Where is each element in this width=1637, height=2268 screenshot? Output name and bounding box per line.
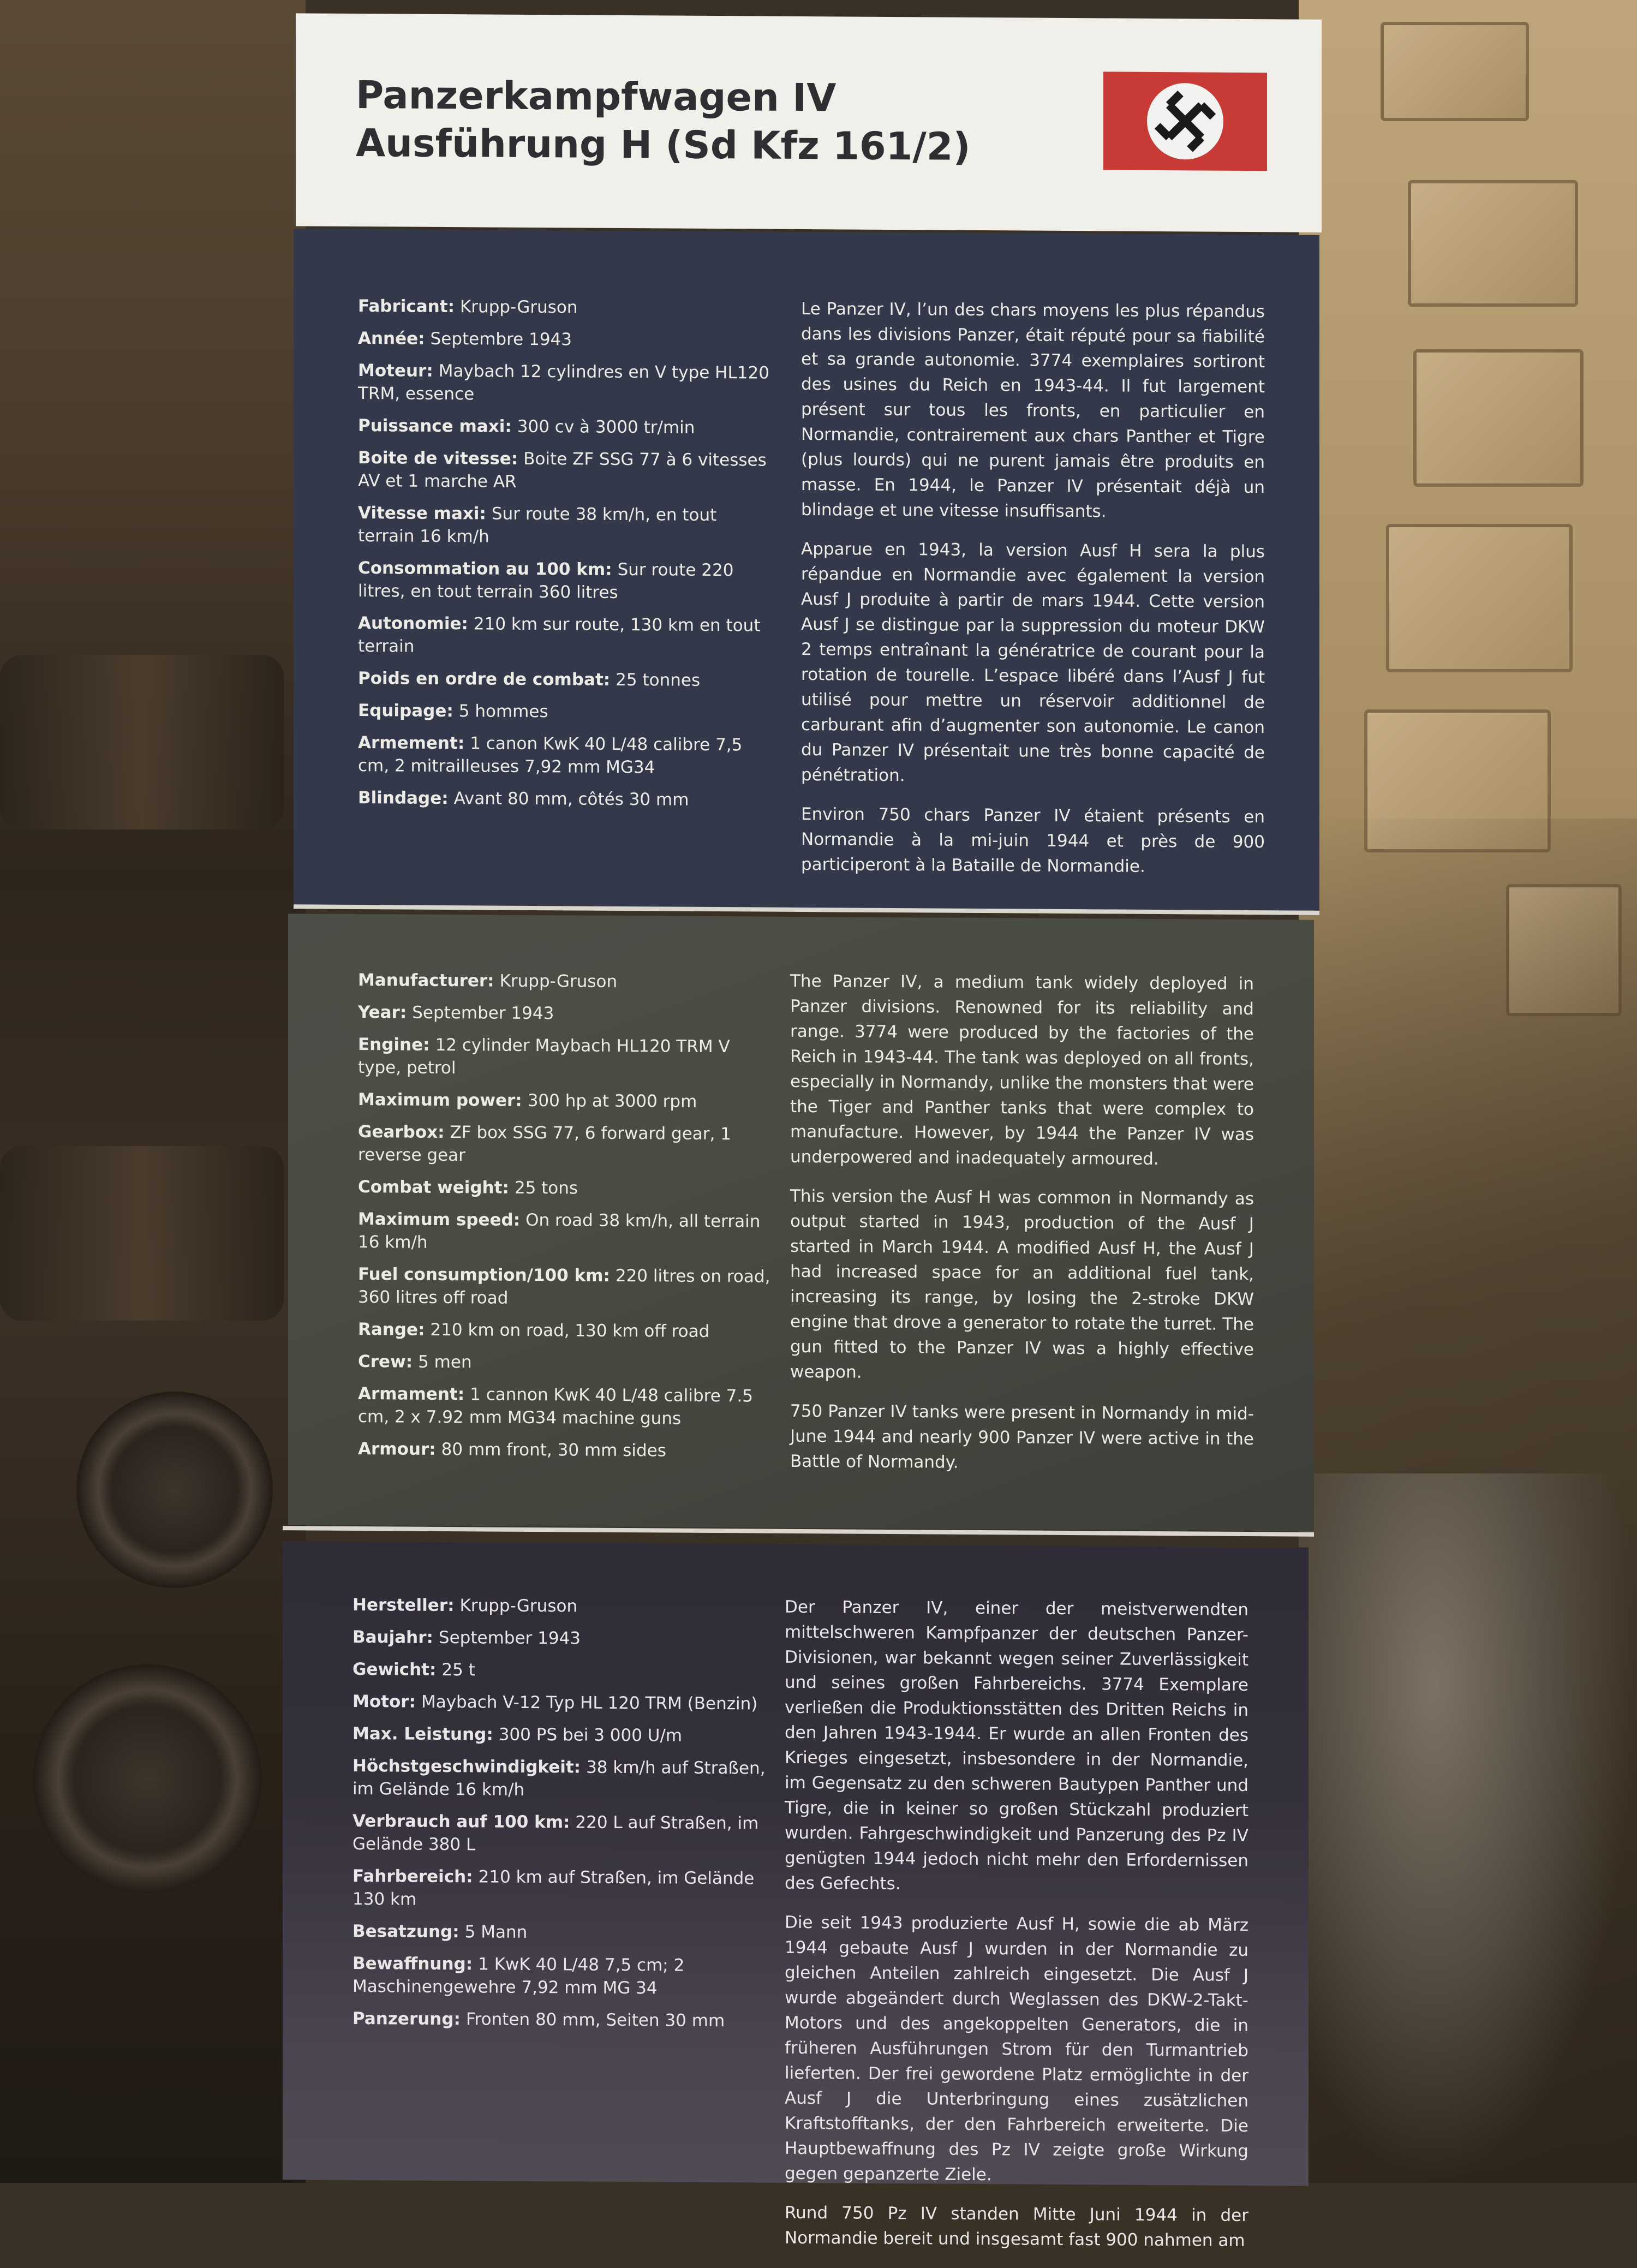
spec-value: September 1943 [412, 1002, 554, 1024]
spec-row [358, 1208, 773, 1256]
french-panel [294, 229, 1319, 910]
spec-row [358, 446, 773, 495]
spec-row [358, 502, 773, 550]
spec-value: 5 Mann [464, 1922, 528, 1942]
wall-brick [1408, 180, 1578, 307]
spec-row [358, 1382, 773, 1431]
english-description [790, 969, 1254, 1491]
spec-value: 25 t [441, 1660, 475, 1680]
spec-row [358, 1175, 773, 1201]
flag-disc [1147, 83, 1223, 160]
spec-label: Hersteller: [353, 1595, 455, 1616]
spec-value: 1 KwK 40 L/48 7,5 cm; 2 Maschinengewehre 7,92 mm MG 34 [353, 1954, 685, 1998]
spec-label: Fabricant: [358, 296, 455, 317]
spec-value: Sur route 38 km/h, en tout terrain 16 km/h [358, 504, 717, 547]
spec-value: Boite ZF SSG 77 à 6 vitesses AV et 1 marche AR [358, 449, 767, 492]
spec-row [358, 1350, 773, 1376]
description-paragraph: Die seit 1943 produzierte Ausf H, sowie die ab März 1944 gebaute Ausf J wurden in der Normandie zu gleichen Anteilen zahlreich eingesetzt. Die Ausf J wurde abgeändert durch Weglassen des DKW-2-Takt-Motors und des angekoppelten Generators, die in früheren Ausführungen Strom für den Turmantrieb lieferten. Der frei gewordene Platz ermöglichte in der Ausf J die Unterbringung eines zusätzlichen Kraftstofftanks, der den Fahrbereich erweiterte. Die Hauptbewaffnung des Pz IV zeigte große Wirkung gegen gepanzerte Ziele. [785, 1912, 1248, 2185]
spec-label: Baujahr: [353, 1627, 433, 1648]
spec-row [358, 731, 773, 780]
description-paragraph: Rund 750 Pz IV standen Mitte Juni 1944 in der Normandie bereit und insgesamt fast 900 nahmen am [785, 2203, 1248, 2251]
spec-row [358, 1437, 773, 1463]
spec-label: Year: [358, 1002, 407, 1023]
spec-value: 5 men [418, 1352, 472, 1372]
tank-wheel [76, 1392, 273, 1588]
spec-row [358, 1318, 773, 1344]
spec-value: Krupp-Gruson [459, 297, 578, 318]
spec-row [358, 359, 773, 408]
spec-row [358, 1001, 773, 1026]
spec-row [358, 612, 773, 660]
spec-row [358, 786, 773, 812]
spec-label: Höchstgeschwindigkeit: [353, 1756, 581, 1777]
spec-label: Manufacturer: [358, 970, 494, 991]
tank-track [0, 1146, 284, 1321]
spec-value: 25 tons [514, 1178, 578, 1198]
spec-value: Sur route 220 litres, en tout terrain 360 litres [358, 559, 734, 602]
description-paragraph: Environ 750 chars Panzer IV étaient présents en Normandie à la mi-juin 1944 et près de 900 participeront à la Bataille de Normandie. [801, 804, 1265, 876]
spec-label: Gewicht: [353, 1659, 437, 1680]
spec-row [358, 1263, 773, 1311]
spec-row [353, 1920, 767, 1945]
description-paragraph: The Panzer IV, a medium tank widely deployed in Panzer divisions. Renowned for its reliability and range. 3774 were produced by the factories of the Reich in 1943-44. The tank was deployed on all fronts, especially in Normandy, unlike the monsters that were the Tiger and Panther tanks that were complex to manufacture. However, by 1944 the Panzer IV was underpowered and inadequately armoured. [790, 971, 1254, 1169]
spec-row [353, 1952, 767, 2001]
spec-value: 300 cv à 3000 tr/min [517, 416, 695, 438]
spec-label: Motor: [353, 1691, 416, 1712]
german-specs [353, 1593, 767, 2042]
spec-label: Equipage: [358, 701, 453, 721]
spec-label: Max. Leistung: [353, 1723, 493, 1745]
spec-value: Krupp-Gruson [499, 971, 618, 992]
spec-label: Vitesse maxi: [358, 503, 486, 524]
spec-value: 300 hp at 3000 rpm [527, 1090, 697, 1112]
spec-value: Fronten 80 mm, Seiten 30 mm [465, 2009, 725, 2031]
spec-value: 80 mm front, 30 mm sides [441, 1439, 666, 1461]
description-paragraph: 750 Panzer IV tanks were present in Normandy in mid-June 1944 and nearly 900 Panzer IV were active in the Battle of Normandy. [790, 1401, 1254, 1472]
spec-label: Engine: [358, 1035, 430, 1055]
spec-value: 38 km/h auf Straßen, im Gelände 16 km/h [353, 1757, 766, 1800]
wall-brick [1386, 524, 1573, 672]
spec-row [358, 699, 773, 725]
spec-label: Combat weight: [358, 1177, 509, 1198]
tank-background [0, 0, 306, 2183]
spec-label: Besatzung: [353, 1921, 459, 1942]
spec-label: Bewaffnung: [353, 1953, 473, 1974]
spec-row [358, 969, 773, 994]
english-specs [358, 969, 773, 1472]
spec-value: 1 canon KwK 40 L/48 calibre 7,5 cm, 2 mitrailleuses 7,92 mm MG34 [358, 733, 743, 778]
spec-label: Année: [358, 329, 425, 349]
spec-value: 300 PS bei 3 000 U/m [498, 1724, 683, 1746]
tank-track [0, 655, 284, 829]
description-paragraph: Apparue en 1943, la version Ausf H sera la plus répandue en Normandie avec également la version Ausf J produite à partir de mars 1944. Cette version Ausf J se distingue par la suppression du moteur DKW 2 temps entraînant la génératrice de courant pour la rotation de tourelle. L’espace libéré dans l’Ausf J fut utilisé pour mettre un réservoir additionnel de carburant afin d’augmenter son autonomie. Le canon du Panzer IV présentait une très bonne capacité de pénétration. [801, 539, 1265, 786]
wall-brick [1413, 349, 1584, 487]
sign-header [296, 13, 1322, 232]
spec-value: 220 L auf Straßen, im Gelände 380 L [353, 1812, 759, 1855]
spec-row [358, 557, 773, 605]
spec-value: 210 km on road, 130 km off road [430, 1320, 710, 1341]
spec-row [358, 667, 773, 693]
spec-value: Maybach V-12 Typ HL 120 TRM (Benzin) [421, 1692, 758, 1714]
spec-value: 210 km auf Straßen, im Gelände 130 km [353, 1867, 755, 1909]
spec-value: On road 38 km/h, all terrain 16 km/h [358, 1210, 761, 1252]
spec-label: Moteur: [358, 361, 433, 381]
wall-brick [1381, 22, 1529, 121]
german-panel [283, 1541, 1309, 2251]
spec-value: ZF box SSG 77, 6 forward gear, 1 reverse gear [358, 1123, 731, 1166]
sign-title: Panzerkampfwagen IV Ausführung H (Sd Kfz 161/2) [356, 73, 971, 169]
spec-value: 220 litres on road, 360 litres off road [358, 1266, 770, 1308]
spec-value: 1 cannon KwK 40 L/48 calibre 7.5 cm, 2 x 7.92 mm MG34 machine guns [358, 1384, 753, 1429]
spec-label: Blindage: [358, 788, 449, 809]
spec-row [358, 327, 773, 353]
english-panel [288, 914, 1314, 1531]
german-description [785, 1595, 1248, 2267]
spec-row [358, 414, 773, 440]
spec-row [353, 1810, 767, 1858]
spec-label: Armament: [358, 1384, 465, 1405]
spec-label: Fuel consumption/100 km: [358, 1264, 610, 1286]
swastika-icon [1147, 83, 1223, 160]
spec-label: Maximum speed: [358, 1209, 521, 1230]
spec-row [353, 1626, 767, 1651]
spec-label: Consommation au 100 km: [358, 558, 612, 580]
spec-value: September 1943 [438, 1627, 581, 1649]
spec-label: Armour: [358, 1439, 436, 1459]
spec-label: Boite de vitesse: [358, 448, 518, 469]
spec-label: Panzerung: [353, 2008, 461, 2030]
spec-value: Septembre 1943 [430, 329, 572, 350]
spec-value: 12 cylinder Maybach HL120 TRM V type, petrol [358, 1035, 730, 1078]
french-specs [358, 295, 773, 821]
tank-wheel [33, 1664, 262, 1894]
spec-label: Maximum power: [358, 1090, 522, 1111]
french-description [801, 296, 1265, 894]
spec-row [353, 2007, 767, 2033]
spec-value: 5 hommes [458, 701, 548, 722]
spec-value: Avant 80 mm, côtés 30 mm [453, 789, 689, 810]
spec-row [358, 295, 773, 320]
spec-label: Gearbox: [358, 1122, 445, 1142]
spec-row [358, 1033, 773, 1082]
swastika-flag-icon [1103, 71, 1267, 171]
spec-value: 210 km sur route, 130 km en tout terrain [358, 614, 761, 656]
spec-row [353, 1722, 767, 1748]
spec-label: Poids en ordre de combat: [358, 669, 611, 690]
description-paragraph: This version the Ausf H was common in Normandy as output started in 1943, production of the Ausf J started in March 1944. A modified Ausf H, the Ausf J had increased space for an additional fuel tank, increasing its range, by losing the 2-stroke DKW engine that drove a generator to rotate the turret. The gun fitted to the Panzer IV was a highly effective weapon. [790, 1186, 1254, 1382]
spec-label: Range: [358, 1320, 425, 1340]
spec-label: Crew: [358, 1352, 413, 1372]
spec-value: Maybach 12 cylindres en V type HL120 TRM, essence [358, 361, 769, 404]
spec-label: Verbrauch auf 100 km: [353, 1811, 570, 1833]
spec-label: Puissance maxi: [358, 416, 512, 437]
spec-row [353, 1865, 767, 1913]
spec-label: Autonomie: [358, 613, 468, 634]
rubble [1299, 1473, 1637, 2183]
spec-value: 25 tonnes [616, 670, 701, 690]
spec-row [353, 1593, 767, 1619]
spec-row [353, 1690, 767, 1716]
spec-row [358, 1088, 773, 1114]
description-paragraph: Le Panzer IV, l’un des chars moyens les plus répandus dans les divisions Panzer, était réputé pour sa fiabilité et sa grande autonomie. 3774 exemplaires sortiront des usines du Reich en 1943-44. Il fut largement présent sur tous les fronts, en particulier en Normandie, contrairement aux chars Panther et Tigre (plus lourds) qui ne purent jamais être produits en masse. En 1944, le Panzer IV présentait déjà un blindage et une vitesse insuffisants. [801, 299, 1265, 522]
spec-row [353, 1658, 767, 1684]
spec-label: Fahrbereich: [353, 1866, 473, 1887]
description-paragraph: Der Panzer IV, einer der meistverwendten mittelschweren Kampfpanzer der deutschen Panzer-Divisionen, war bekannt wegen seiner Zuverlässigkeit und seines großen Fahrbereichs. 3774 Exemplare verließen die Produktionsstätten des Dritten Reichs in den Jahren 1943-1944. Er wurde an allen Fronten des Krieges eingesetzt, insbesondere in der Normandie, im Gegensatz zu den schweren Bautypen Panther und Tigre, die in keiner so großen Stückzahl produziert wurden. Fahrgeschwindigkeit und Panzerung des Pz IV genügten 1944 jedoch nicht mehr den Erfordernissen des Gefechts. [785, 1597, 1248, 1894]
spec-row [358, 1120, 773, 1169]
info-sign [278, 13, 1326, 2251]
spec-label: Armement: [358, 733, 465, 754]
spec-row [353, 1754, 767, 1803]
spec-value: Krupp-Gruson [459, 1596, 578, 1616]
